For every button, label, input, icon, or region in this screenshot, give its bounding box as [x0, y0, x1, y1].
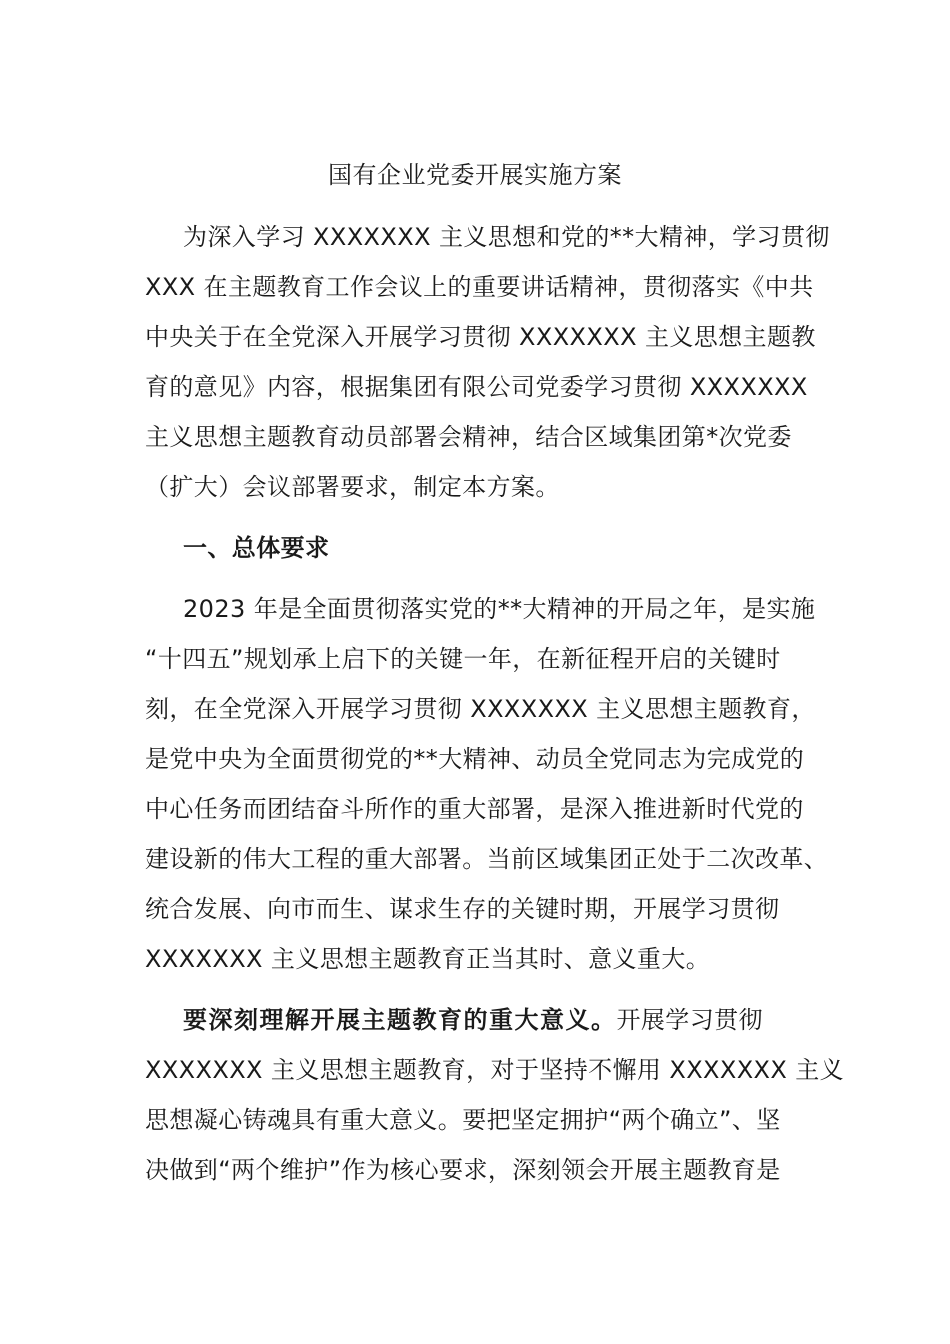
paragraph-line: 决做到“两个维护”作为核心要求，深刻领会开展主题教育是	[145, 1156, 781, 1184]
section-heading: 一、总体要求	[183, 534, 330, 562]
paragraph-line: 是党中央为全面贯彻党的**大精神、动员全党同志为完成党的	[145, 745, 805, 773]
paragraph-line: 2023 年是全面贯彻落实党的**大精神的开局之年，是实施	[183, 595, 816, 623]
paragraph-line: XXXXXXX 主义思想主题教育，对于坚持不懈用 XXXXXXX 主义	[145, 1056, 845, 1084]
paragraph-line	[183, 1003, 763, 1037]
paragraph-line: 建设新的伟大工程的重大部署。当前区域集团正处于二次改革、	[145, 845, 829, 873]
emphasis-text: 要深刻理解开展主题教育的重大意义。	[183, 1006, 617, 1034]
paragraph-line: 统合发展、向市而生、谋求生存的关键时期，开展学习贯彻	[145, 895, 780, 923]
intro-line: 育的意见》内容，根据集团有限公司党委学习贯彻 XXXXXXX	[145, 373, 808, 401]
paragraph-line: 思想凝心铸魂具有重大意义。要把坚定拥护“两个确立”、坚	[145, 1106, 781, 1134]
paragraph-line: 中心任务而团结奋斗所作的重大部署，是深入推进新时代党的	[145, 795, 804, 823]
document-title: 国有企业党委开展实施方案	[328, 161, 622, 189]
intro-line: 中央关于在全党深入开展学习贯彻 XXXXXXX 主义思想主题教	[145, 323, 816, 351]
paragraph-line: “十四五”规划承上启下的关键一年，在新征程开启的关键时	[145, 645, 781, 673]
intro-line: 为深入学习 XXXXXXX 主义思想和党的**大精神，学习贯彻	[183, 223, 830, 251]
intro-line: 主义思想主题教育动员部署会精神，结合区域集团第*次党委	[145, 423, 792, 451]
intro-line: （扩大）会议部署要求，制定本方案。	[145, 473, 560, 501]
paragraph-line: 刻，在全党深入开展学习贯彻 XXXXXXX 主义思想主题教育，	[145, 695, 816, 723]
intro-line: XXX 在主题教育工作会议上的重要讲话精神，贯彻落实《中共	[145, 273, 814, 301]
paragraph-text: 开展学习贯彻	[616, 1006, 763, 1034]
paragraph-line: XXXXXXX 主义思想主题教育正当其时、意义重大。	[145, 945, 711, 973]
